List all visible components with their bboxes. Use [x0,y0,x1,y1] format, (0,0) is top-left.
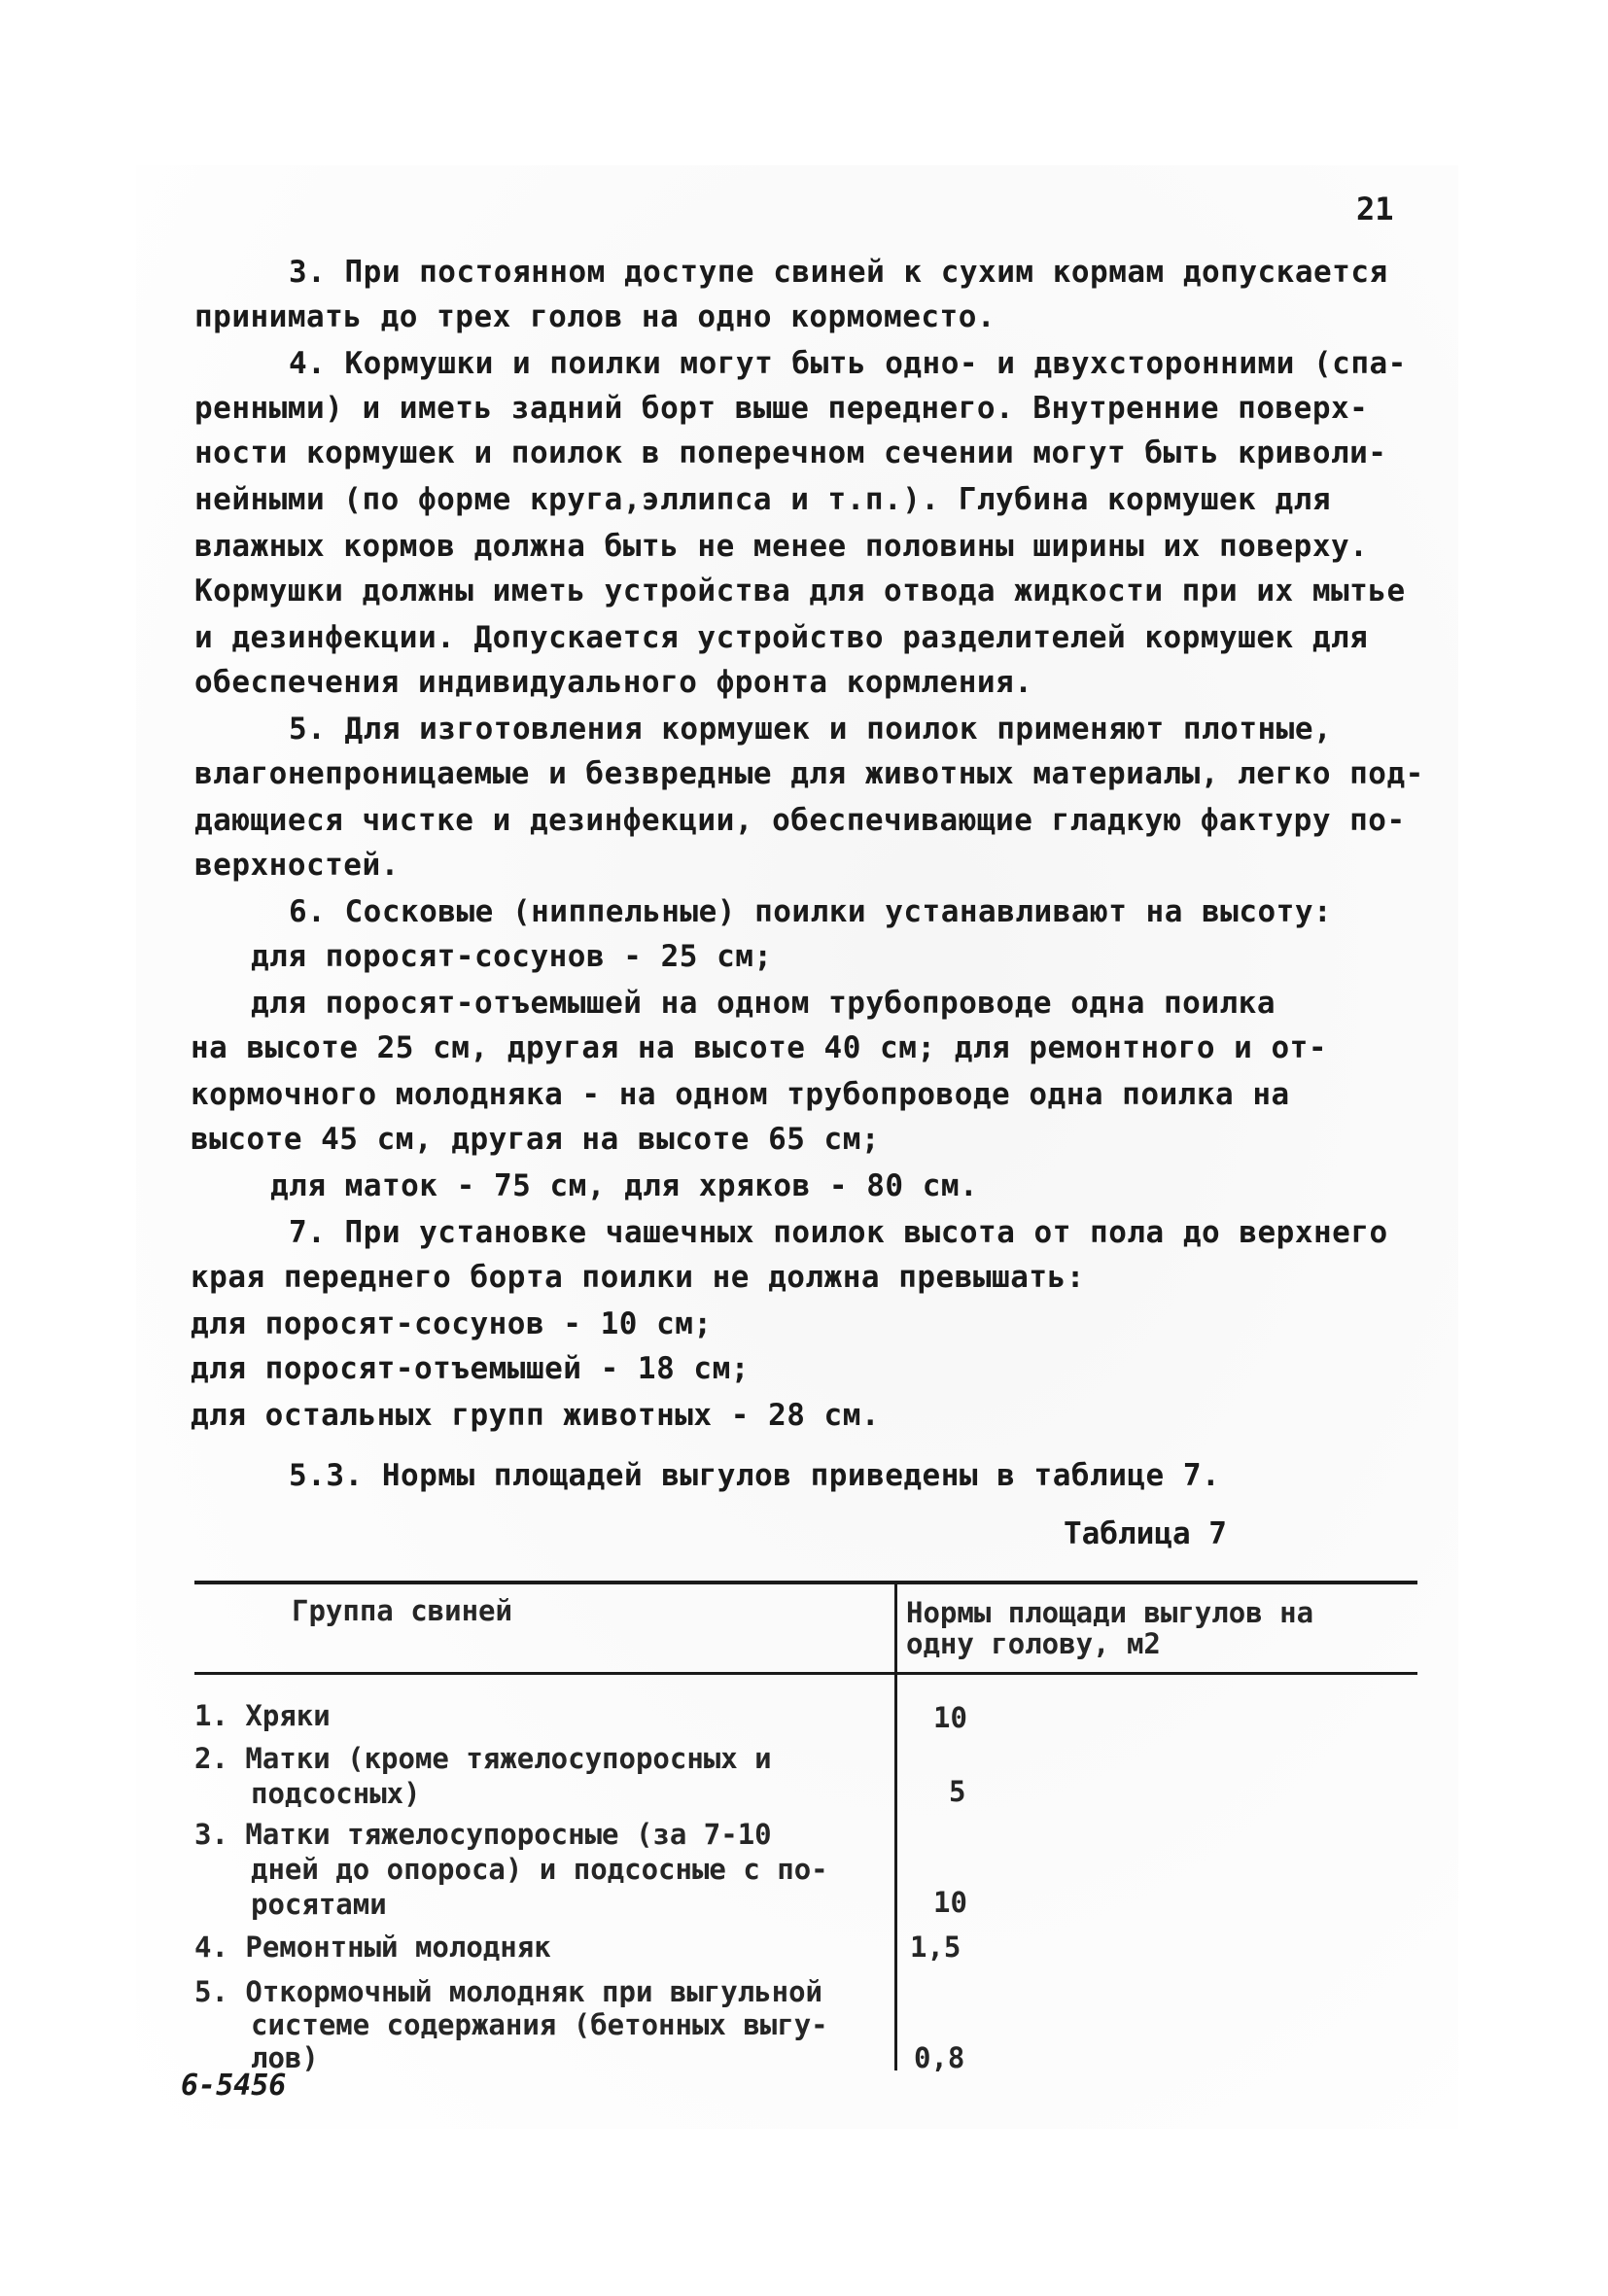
text-line: 3. При постоянном доступе свиней к сухим кормам допускается [289,255,1388,290]
text-line: 5. Для изготовления кормушек и поилок применяют плотные, [289,712,1333,747]
table-row-label: лов) [251,2041,319,2074]
table-row-label: дней до опороса) и подсосные с по- [251,1853,828,1886]
table-header-rule [194,1672,1417,1675]
table-header-norm-unit: одну голову, м2 [906,1627,1161,1660]
text-line: для поросят-отъемышей - 18 см; [191,1351,750,1386]
text-line: для поросят-сосунов - 10 см; [191,1306,713,1341]
text-line: влажных кормов должна быть не менее половины ширины их поверху. [194,529,1369,564]
text-line: обеспечения индивидуального фронта кормления. [194,665,1033,700]
table-top-rule [194,1581,1417,1584]
table-row-label: 2. Матки (кроме тяжелосупоросных и [194,1742,772,1775]
table-row-label: 3. Матки тяжелосупоросные (за 7-10 [194,1818,772,1851]
text-line: нейными (по форме круга,эллипса и т.п.). Глубина кормушек для [194,482,1331,517]
text-line: Кормушки должны иметь устройства для отвода жидкости при их мытье [194,574,1406,609]
table-column-divider [894,1584,897,2070]
table-row-value: 10 [933,1701,967,1734]
table-row-value: 1,5 [910,1931,961,1964]
text-line: для остальных групп животных - 28 см. [191,1398,881,1433]
text-line: для поросят-отъемышей на одном трубопроводе одна поилка [251,986,1276,1021]
table-header-group: Группа свиней [292,1594,512,1627]
text-line: 4. Кормушки и поилки могут быть одно- и двухсторонними (спа- [289,346,1407,381]
text-line: верхностей. [194,848,400,883]
table-row-label: 1. Хряки [194,1699,331,1732]
table-row-label: 5. Откормочный молодняк при выгульной [194,1975,823,2008]
text-line: и дезинфекции. Допускается устройство разделителей кормушек для [194,620,1369,655]
text-line: для маток - 75 см, для хряков - 80 см. [270,1168,979,1203]
table-row-label: росятами [251,1888,387,1921]
table-caption: Таблица 7 [1064,1516,1227,1551]
footer-code: 6-5456 [181,2069,287,2103]
text-line: 5.3. Нормы площадей выгулов приведены в таблице 7. [289,1458,1221,1493]
text-line: 6. Сосковые (ниппельные) поилки устанавливают на высоту: [289,894,1333,929]
text-line: 7. При установке чашечных поилок высота от пола до верхнего [289,1215,1388,1250]
table-row-label: подсосных) [251,1777,421,1810]
text-line: высоте 45 см, другая на высоте 65 см; [191,1122,881,1157]
table-row-value: 5 [949,1775,966,1808]
table-header-norm: Нормы площади выгулов на [906,1596,1314,1629]
text-line: кормочного молодняка - на одном трубопроводе одна поилка на [191,1077,1290,1112]
text-line: дающиеся чистке и дезинфекции, обеспечивающие гладкую фактуру по- [194,803,1406,838]
text-line: принимать до трех голов на одно кормоместо. [194,299,996,334]
table-row-value: 0,8 [914,2041,965,2074]
text-line: ности кормушек и поилок в поперечном сечении могут быть криволи- [194,435,1387,470]
table-row-value: 10 [933,1886,967,1919]
text-line: на высоте 25 см, другая на высоте 40 см; для ремонтного и от- [191,1030,1327,1065]
text-line: края переднего борта поилки не должна превышать: [191,1260,1085,1295]
table-row-label: 4. Ремонтный молодняк [194,1931,551,1964]
table-row-label: системе содержания (бетонных выгу- [251,2008,828,2041]
text-line: ренными) и иметь задний борт выше переднего. Внутренние поверх- [194,391,1369,426]
text-line: влагонепроницаемые и безвредные для животных материалы, легко под- [194,756,1424,791]
text-line: для поросят-сосунов - 25 см; [251,939,773,974]
page-number: 21 [1356,191,1394,227]
